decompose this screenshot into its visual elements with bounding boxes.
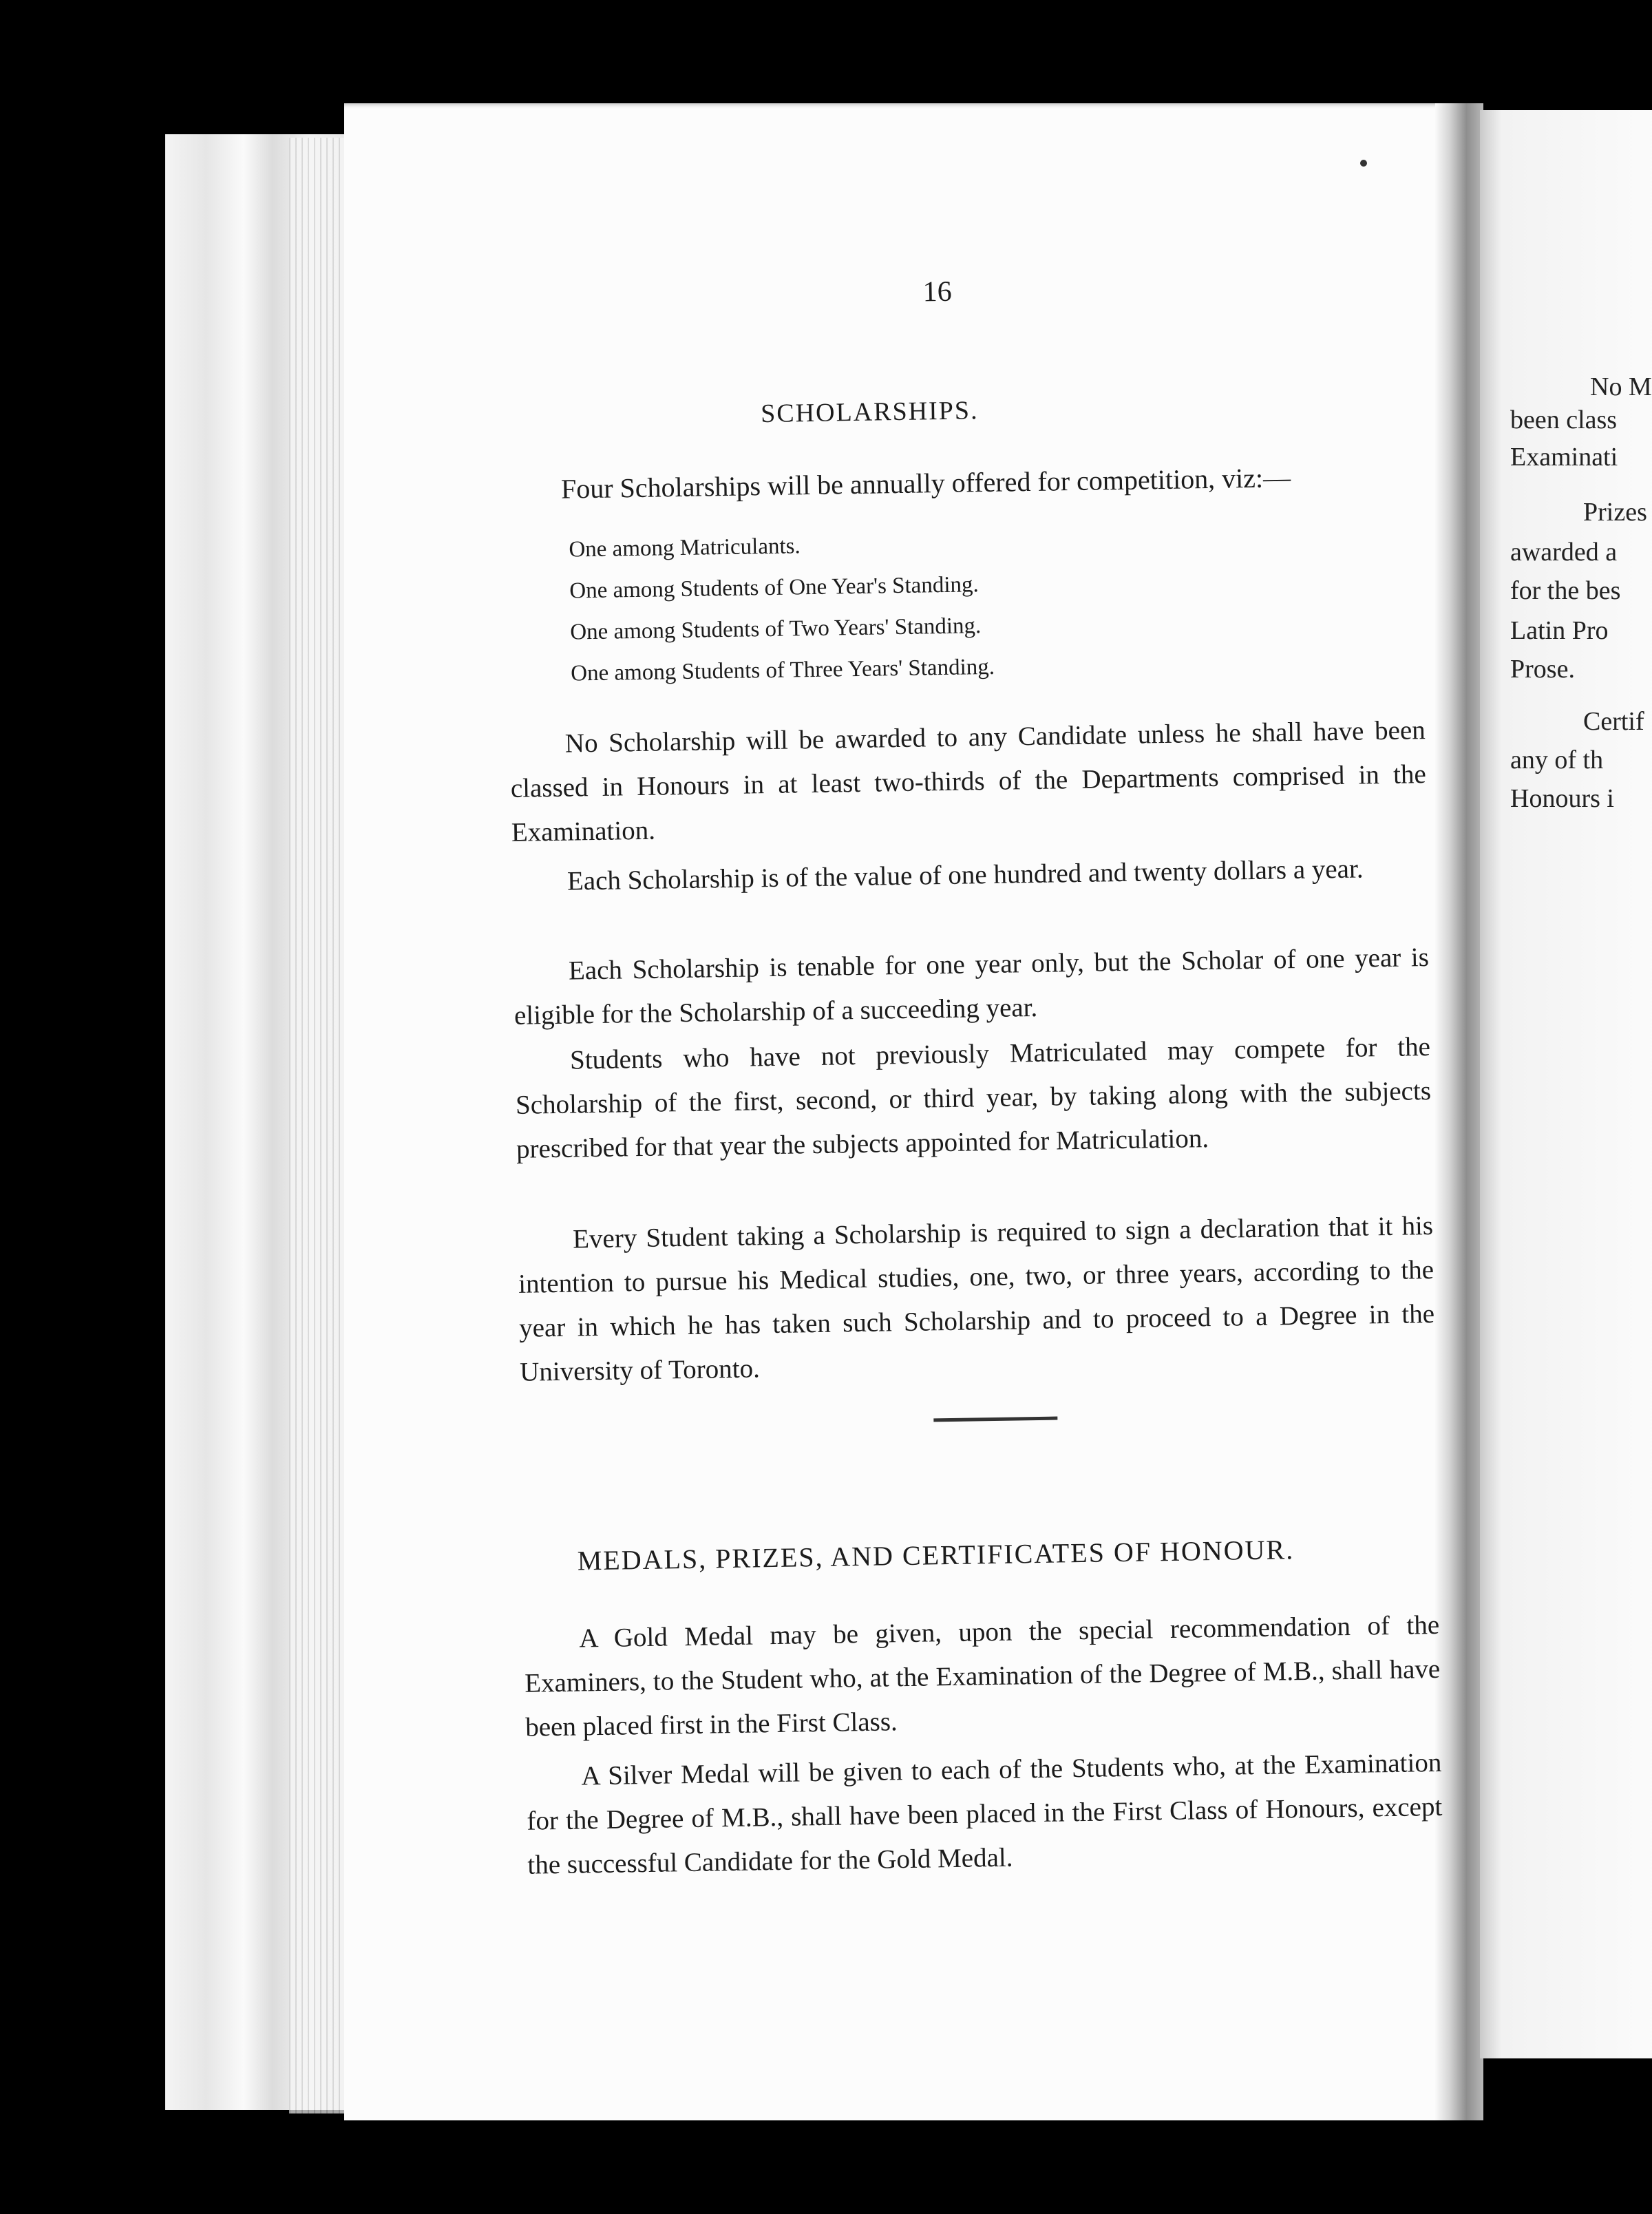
facing-line: been class: [1510, 405, 1618, 434]
facing-line: Latin Pro: [1510, 616, 1609, 645]
paragraph: Each Scholarship is of the value of one hundred and twenty dollars a year.: [566, 854, 1364, 896]
list-item: One among Students of Three Years' Standing.: [570, 654, 995, 686]
facing-line: Prizes: [1583, 498, 1647, 527]
facing-line: No M: [1590, 372, 1652, 401]
paragraph: Each Scholarship is tenable for one year only, but the Scholar of one year is eligible for the Scholarship of a succeeding year.: [513, 942, 1430, 1031]
paragraph: No Scholarship will be awarded to any Candidate unless he shall have been classed in Honours in at least two-thirds of the Departments comprised in the Examination.: [510, 715, 1427, 847]
scholarships-heading: SCHOLARSHIPS.: [760, 396, 979, 429]
page-number: 16: [922, 275, 952, 308]
paragraph: A Gold Medal may be given, upon the special recommendation of the Examiners, to the Student who, at the Examination of the Degree of M.B., shall have been placed first in the First Class.: [524, 1610, 1441, 1742]
facing-line: Certif: [1583, 707, 1644, 736]
paragraph: A Silver Medal will be given to each of the Students who, at the Examination for the Degree of M.B., shall have been placed in the First Class of Honours, except the successful Candidate for the Gold Medal.: [527, 1747, 1443, 1880]
speck: [1360, 160, 1367, 167]
medals-heading: MEDALS, PRIZES, AND CERTIFICATES OF HONOUR.: [577, 1534, 1295, 1577]
list-item: One among Matriculants.: [569, 534, 801, 562]
facing-page: [1480, 110, 1652, 2058]
list-item: One among Students of Two Years' Standing.: [570, 613, 982, 645]
facing-line: for the bes: [1510, 576, 1621, 605]
scholarship-list: [569, 523, 995, 695]
facing-line: Prose.: [1510, 655, 1575, 684]
facing-line: awarded a: [1510, 538, 1618, 567]
facing-line: any of th: [1510, 746, 1604, 774]
paragraph: Students who have not previously Matriculated may compete for the Scholarship of the first, second, or third year, by taking along with the subjects prescribed for that year the subjects appointed for Matriculation.: [515, 1031, 1432, 1164]
facing-line: Honours i: [1510, 784, 1614, 813]
scholarships-intro: Four Scholarships will be annually offered for competition, viz:—: [560, 462, 1291, 505]
facing-line: Examinati: [1510, 443, 1618, 472]
paragraph: Every Student taking a Scholarship is required to sign a declaration that it his intention to pursue his Medical studies, one, two, or three years, according to the year in which he has taken such Scholarship and to proceed to a Degree in the University of Toronto.: [518, 1210, 1435, 1387]
list-item: One among Students of One Year's Standing.: [569, 572, 979, 604]
